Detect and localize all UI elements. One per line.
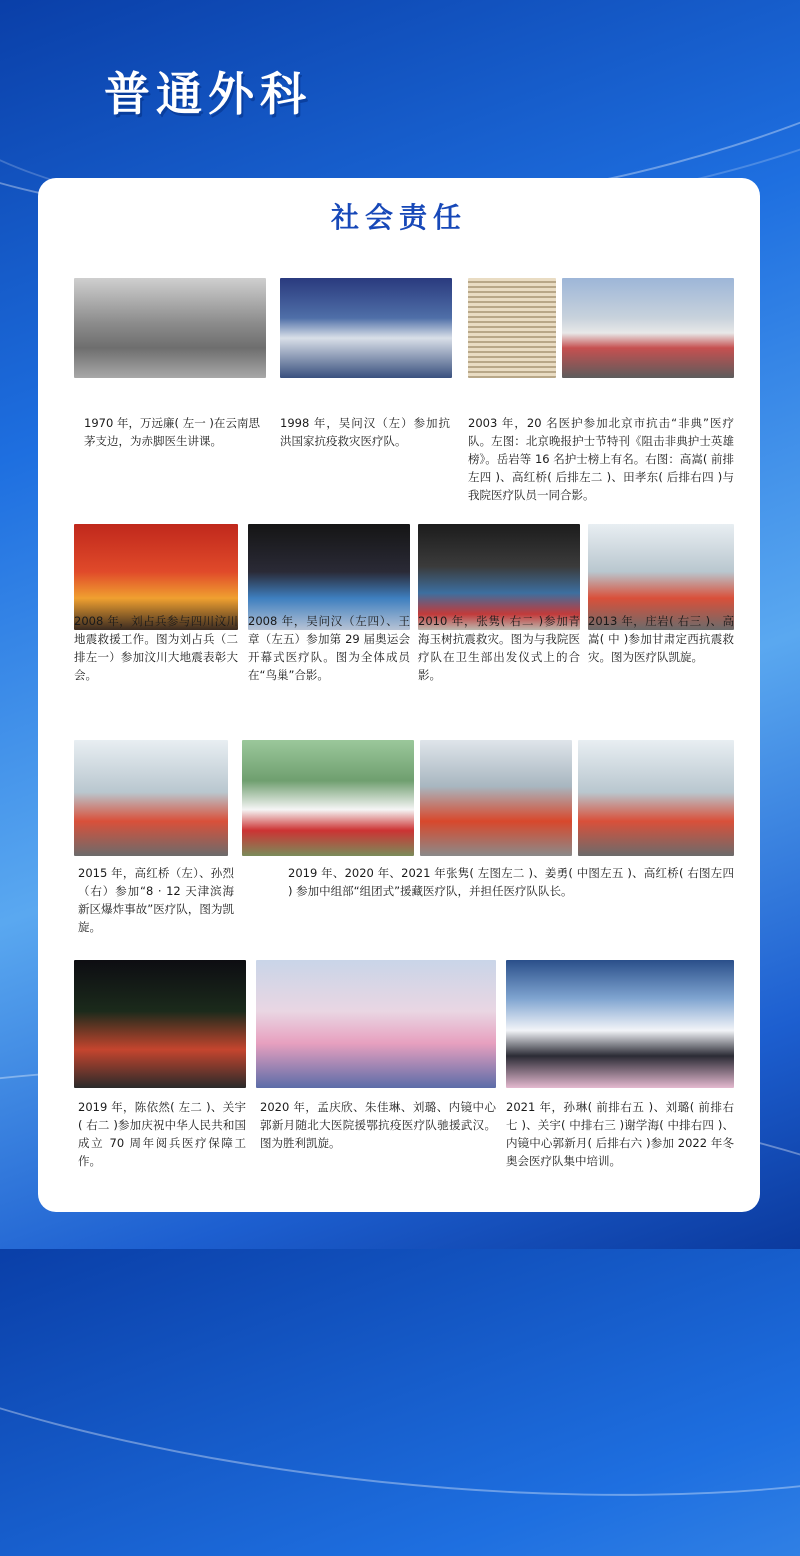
caption-2021-olympics: 2021 年，孙琳( 前排右五 )、刘璐( 前排右七 )、关宇( 中排右三 )谢学海( 中排右四 )、内镜中心郭新月( 后排右六 )参加 2022 年冬奥会医疗队集中培训。 [506, 1100, 734, 1168]
caption-2008-olympics: 2008 年，吴问汉（左四）、王章（左五）参加第 29 届奥运会开幕式医疗队。图为全体成员在“鸟巢”合影。 [248, 614, 410, 682]
caption-2015-tianjin: 2015 年，高红桥（左）、孙烈（右）参加“8 · 12 天津滨海新区爆炸事故”医疗队，图为凯旋。 [78, 866, 234, 934]
photo-2019-parade [74, 960, 246, 1088]
caption-2020-wuhan: 2020 年，孟庆欣、朱佳琳、刘璐、内镜中心郭新月随北大医院援鄂抗疫医疗队驰援武汉。图为胜利凯旋。 [260, 1100, 496, 1150]
photo-1970 [74, 278, 266, 378]
photo-tibet-2021 [578, 740, 734, 856]
caption-1998: 1998 年，吴问汉（左）参加抗洪国家抗疫救灾医疗队。 [280, 416, 450, 448]
content-panel [38, 178, 760, 1212]
photo-2003-group [562, 278, 734, 378]
caption-2008-wenchuan: 2008 年，刘占兵参与四川汶川地震救援工作。图为刘占兵（二排左一）参加汶川大地震表彰大会。 [74, 614, 238, 682]
photo-tibet-2020 [420, 740, 572, 856]
section-title: 社会责任 [330, 201, 467, 234]
caption-2010-yushu: 2010 年，张隽( 右二 )参加青海玉树抗震救灾。图为与我院医疗队在卫生部出发仪式上的合影。 [418, 614, 580, 682]
photo-2003-newspaper [468, 278, 556, 378]
page-title: 普通外科 [104, 67, 312, 121]
photo-2015-tianjin [74, 740, 228, 856]
photo-tibet-2019 [242, 740, 414, 856]
caption-2013-dingxi: 2013 年，庄岩( 右三 )、高嵩( 中 )参加甘肃定西抗震救灾。图为医疗队凯旋。 [588, 614, 734, 664]
photo-2021-olympics [506, 960, 734, 1088]
caption-1970: 1970 年，万远廉( 左一 )在云南思茅支边，为赤脚医生讲课。 [84, 416, 260, 448]
caption-2003: 2003 年，20 名医护参加北京市抗击“非典”医疗队。左图：北京晚报护士节特刊《阻击非典护士英雄榜》。岳岩等 16 名护士榜上有名。右图：高嵩( 前排左四 )、高红桥( 后排左二 )、田孝东( 后排右四 )与我院医疗队员一同合影。 [468, 416, 734, 502]
caption-tibet: 2019 年、2020 年、2021 年张隽( 左图左二 )、姜勇( 中图左五 )、高红桥( 右图左四 ) 参加中组部“组团式”援藏医疗队，并担任医疗队队长。 [288, 866, 734, 898]
photo-2020-wuhan [256, 960, 496, 1088]
caption-2019-parade: 2019 年，陈依然( 左二 )、关宇( 右二 )参加庆祝中华人民共和国成立 70 周年阅兵医疗保障工作。 [78, 1100, 246, 1168]
photo-1998 [280, 278, 452, 378]
